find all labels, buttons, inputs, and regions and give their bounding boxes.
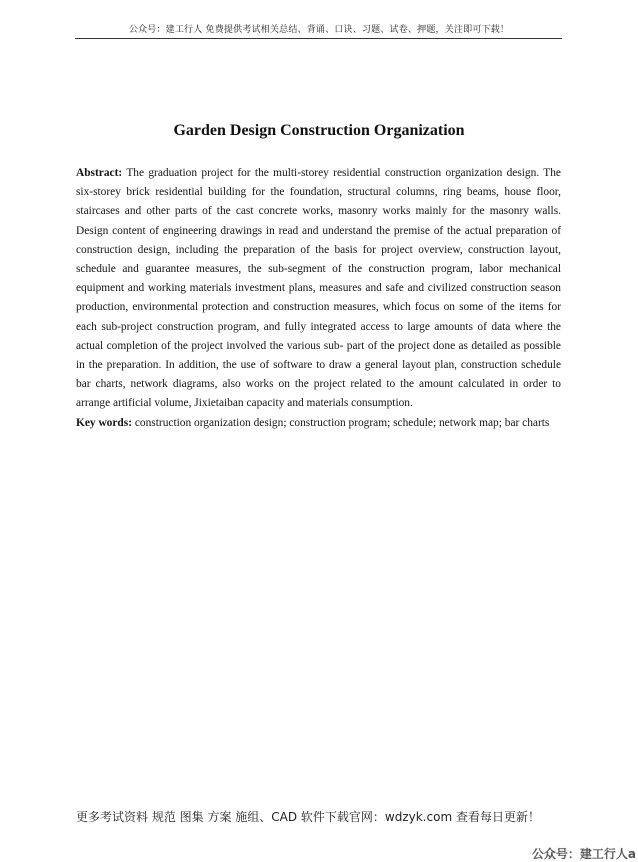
footer-note: 更多考试资料 规范 图集 方案 施组、CAD 软件下载官网：wdzyk.com 查看每日更新！ xyxy=(76,810,540,824)
keywords-text: construction organization design; construction program; schedule; network map; bar charts xyxy=(134,416,550,429)
document-title: Garden Design Construction Organization xyxy=(173,122,465,139)
watermark-text: 公众号：建工行人a xyxy=(531,847,636,861)
header-note: 公众号：建工行人 免费提供考试相关总结、背诵、口诀、习题、试卷、押题，关注即可下载！ xyxy=(128,25,510,35)
keywords-label: Key words: xyxy=(76,416,132,429)
abstract-label: Abstract: xyxy=(76,167,123,179)
abstract-text: The graduation project for the multi-storey residential construction organization design. The six-storey brick residential building for the foundation, structural columns, ring beams, house floor, staircases and other parts of the cast concrete works, masonry works mainly for the masonry walls. Design content of engineering drawings in read and understand the premise of the actual preparation of construction design, including the preparation of the basis for project overview, construction layout, schedule and guarantee measures, the sub-segment of the construction program, labor mechanical equipment and working materials investment plans, measures and safe and civilized construction season production, environmental protection and construction measures, which focus on some of the items for each sub-project construction program, and fully integrated access to large amounts of data where the actual completion of the project involved the various sub- part of the project done as detailed as possible in the preparation. In addition, the use of software to draw a general layout plan, construction schedule bar charts, network diagrams, also works on the project related to the amount calculated in order to arrange artificial volume, Jixietaiban capacity and materials consumption. xyxy=(76,167,561,410)
header-divider xyxy=(75,38,562,39)
keywords-paragraph xyxy=(76,414,561,433)
abstract-paragraph xyxy=(76,164,561,414)
abstract-section xyxy=(76,164,561,433)
